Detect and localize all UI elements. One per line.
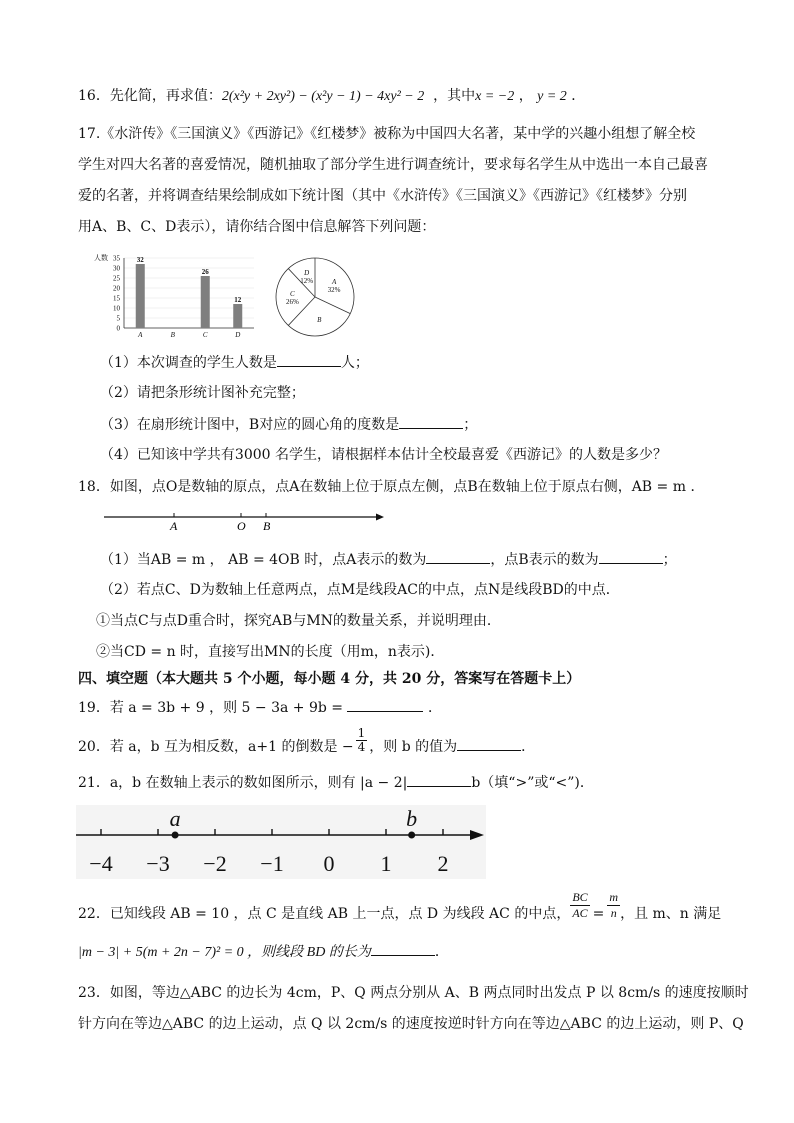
q16-end: ． (571, 88, 586, 104)
point-a-label: a (169, 806, 181, 831)
q18-sub-1 (100, 549, 766, 571)
q22-text: 22．已知线段 AB = 10 ，点 C 是直线 AB 上一点，点 D 为线段 AC 的中点， (78, 905, 571, 922)
axis-tick-label: 1 (380, 851, 392, 876)
y-tick-label: 25 (113, 274, 120, 283)
point-b-label: B (263, 519, 271, 532)
q22-frac-right-den: n (610, 906, 617, 920)
y-axis-title: 人数 (94, 254, 108, 262)
axis-tick-label: 2 (437, 851, 449, 876)
y-tick-label: 10 (113, 304, 120, 313)
q22-frac-right-num: m (609, 890, 619, 904)
q23-line-1: 23．如图，等边△ABC 的边长为 4cm，P、Q 两点分别从 A、B 两点同时出发点 P 以 8cm/s 的速度按顺时 (78, 985, 749, 1001)
axis-tick-label: −2 (203, 851, 227, 876)
pie-chart (270, 252, 360, 342)
q21-text: 21．a，b 在数轴上表示的数如图所示，则有 |a − 2| (78, 775, 408, 791)
pie-label: C (290, 290, 295, 298)
q16-x-value: x = −2 (475, 89, 515, 104)
q18-sub1-end: ； (662, 552, 677, 568)
bar-A (136, 264, 145, 328)
bar-data-label: 26 (201, 268, 209, 276)
y-tick-label: 30 (113, 264, 120, 273)
axis-tick-label: 0 (323, 851, 335, 876)
q22-line-1 (78, 890, 744, 924)
q16-line (78, 86, 744, 107)
q18-line-1: 18．如图，点O是数轴的原点，点A在数轴上位于原点左侧，点B在数轴上位于原点右侧，AB = m ． (78, 479, 705, 495)
answer-blank[interactable] (399, 414, 463, 429)
q17-sub3-text: （3）在扇形统计图中，B对应的圆心角的度数是 (100, 417, 400, 433)
q16-condition: ，其中 (433, 88, 476, 104)
y-tick-label: 20 (113, 284, 120, 293)
pie-percent-label: 26% (285, 298, 299, 306)
q19-text: 19．若 a = 3b + 9 ，则 5 − 3a + 9b = (78, 700, 344, 716)
q16-y-value: y = 2 (537, 89, 567, 104)
q17-line-1: 17.《水浒传》《三国演义》《西游记》《红楼梦》被称为中国四大名著，某中学的兴趣小组想了解全校 (78, 126, 696, 142)
point-a-dot (172, 832, 179, 839)
q20-text-2: ，则 b 的值为 (369, 738, 458, 755)
q21-end: b（填“>”或“<”)． (471, 775, 594, 791)
axis-tick-label: −4 (89, 851, 113, 876)
y-tick-label: 0 (116, 324, 120, 333)
bar-data-label: 12 (234, 296, 242, 304)
q20-end: ． (521, 738, 536, 755)
q20-fraction-numerator: 1 (357, 726, 366, 740)
q20-fraction (356, 727, 368, 754)
y-tick-label: 35 (113, 254, 120, 263)
bar-D (233, 304, 242, 328)
answer-blank[interactable] (277, 352, 341, 367)
q17-sub-4: （4）已知该中学共有3000 名学生，请根据样本估计全校最喜爱《西游记》的人数是多少？ (100, 447, 667, 463)
answer-blank[interactable] (457, 736, 521, 751)
q16-lead: 16．先化简，再求值： (78, 88, 222, 104)
x-tick-label: B (170, 331, 175, 339)
y-tick-label: 15 (113, 294, 120, 303)
q18-number-line (100, 508, 390, 532)
pie-label: A (331, 277, 337, 286)
q17-line-3: 爱的名著，并将调查结果绘制成如下统计图（其中《水浒传》《三国演义》《西游记》《红楼梦》分别 (78, 188, 687, 204)
pie-label: D (304, 268, 310, 277)
y-tick-label: 5 (116, 314, 120, 323)
q21-line (78, 772, 744, 794)
q20-line (78, 727, 744, 757)
answer-blank[interactable] (426, 549, 490, 564)
q17-sub-2: （2）请把条形统计图补充完整； (100, 385, 305, 401)
q22-eq: = (592, 905, 605, 922)
bar-chart (92, 250, 262, 342)
q22-end: ． (434, 944, 449, 960)
q19-line (78, 697, 744, 719)
q17-sub1-end: 人； (340, 355, 369, 371)
x-tick-label: C (202, 331, 208, 339)
q20-text: 20．若 a，b 互为相反数，a+1 的倒数是 − (78, 738, 354, 755)
q17-line-4: 用A、B、C、D表示），请你结合图中信息解答下列问题： (78, 219, 436, 235)
q21-number-line (76, 805, 486, 879)
q22-frac-left-den: AC (572, 906, 588, 920)
point-a-label: A (170, 519, 178, 532)
pie-label: B (317, 316, 322, 325)
q16-sep: ， (518, 88, 533, 104)
q19-end: ． (427, 700, 442, 716)
pie-percent-label: 32% (327, 285, 341, 294)
section-4-heading: 四、填空题（本大题共 5 个小题，每小题 4 分，共 20 分，答案写在答题卡上） (78, 671, 581, 687)
q23-line-2: 针方向在等边△ABC 的边上运动，点 Q 以 2cm/s 的速度按逆时针方向在等边△ABC 的边上运动，则 P、Q (78, 1016, 744, 1032)
q17-line-2: 学生对四大名著的喜爱情况，随机抽取了部分学生进行调查统计，要求每名学生从中选出一本自己最喜 (78, 157, 708, 173)
x-tick-label: D (235, 331, 241, 339)
q18-sub1-text: （1）当AB = m ， AB = 4OB 时，点A表示的数为 (100, 552, 427, 568)
answer-blank[interactable] (407, 772, 471, 787)
q22-frac-left-num: BC (572, 890, 588, 904)
x-tick-label: A (138, 331, 143, 339)
q18-case-2: ②当CD = n 时，直接写出MN的长度（用m，n表示)． (96, 644, 445, 660)
q17-sub3-end: ； (463, 417, 478, 433)
q17-sub-1 (100, 352, 766, 374)
bar-data-label: 32 (136, 256, 144, 264)
q18-sub-2: （2）若点C、D为数轴上任意两点，点M是线段AC的中点，点N是线段BD的中点． (100, 582, 620, 598)
bar-C (201, 276, 210, 328)
q17-sub-3 (100, 414, 766, 436)
point-o-label: O (237, 519, 246, 532)
q20-fraction-denominator: 4 (357, 740, 366, 754)
q18-case-1: ①当点C与点D重合时，探究AB与MN的数量关系，并说明理由． (96, 613, 501, 629)
q17-sub1-text: （1）本次调查的学生人数是 (100, 355, 277, 371)
answer-blank[interactable] (599, 549, 663, 564)
q18-sub1-mid: ，点B表示的数为 (490, 552, 599, 568)
q22-text-2: ，且 m、n 满足 (620, 905, 722, 922)
q16-expression: 2(x²y + 2xy²) − (x²y − 1) − 4xy² − 2 (221, 89, 425, 104)
axis-tick-label: −1 (260, 851, 284, 876)
pie-percent-label: 12% (300, 276, 314, 285)
answer-blank[interactable] (371, 941, 435, 956)
axis-tick-label: −3 (146, 851, 170, 876)
q22-fraction-left (570, 890, 589, 921)
point-b-label: b (406, 806, 418, 831)
q22-condition: |m − 3| + 5(m + 2n − 7)² = 0 ，则线段 BD 的长为 (78, 945, 371, 960)
point-b-dot (408, 832, 415, 839)
q22-fraction-right (607, 890, 620, 921)
answer-blank[interactable] (347, 697, 423, 712)
q22-line-2 (78, 941, 744, 963)
